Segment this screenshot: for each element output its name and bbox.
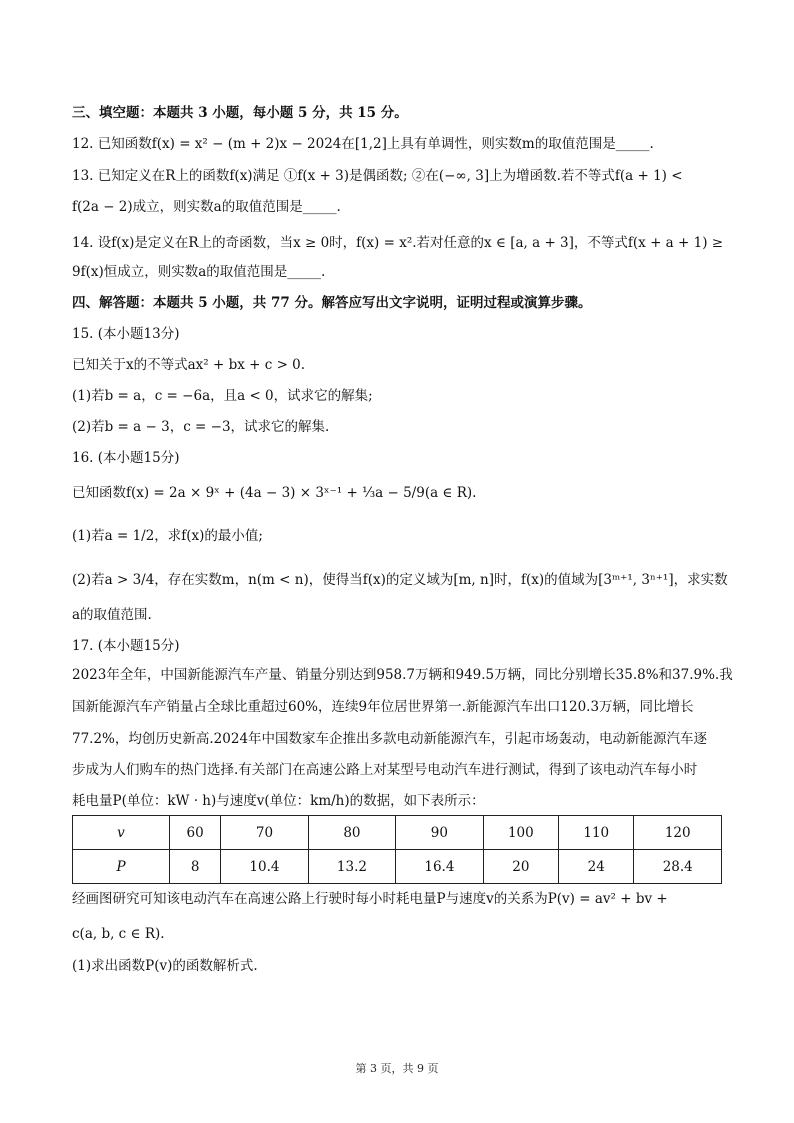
table-row-v <box>73 816 722 850</box>
question-17-para-line5: 耗电量P(单位：kW · h)与速度v(单位：km/h)的数据，如下表所示： <box>72 793 485 809</box>
question-15-title: 15. (本小题13分) <box>72 326 180 342</box>
table-cell: 90 <box>396 816 483 850</box>
question-13-line1: 13. 已知定义在R上的函数f(x)满足 ①f(x + 3)是偶函数; ②在(−∞, 3]上为增函数.若不等式f(a + 1) < <box>72 168 683 184</box>
question-15-stem: 已知关于x的不等式ax² + bx + c > 0. <box>72 357 306 373</box>
table-cell: 60 <box>170 816 221 850</box>
section4-heading: 四、解答题：本题共 5 小题，共 77 分。解答应写出文字说明，证明过程或演算步骤。 <box>72 295 592 311</box>
table-cell: 120 <box>634 816 722 850</box>
table-cell: 28.4 <box>634 850 722 884</box>
table-row-p <box>73 850 722 884</box>
page-footer: 第 3 页，共 9 页 <box>355 1062 439 1075</box>
question-15-part2: (2)若b = a − 3，c = −3，试求它的解集. <box>72 419 330 435</box>
question-16-part2-line2: a的取值范围. <box>72 607 152 623</box>
question-17-para-line4: 步成为人们购车的热门选择.有关部门在高速公路上对某型号电动汽车进行测试，得到了该电动汽车每小时 <box>72 762 698 778</box>
question-13-line2: f(2a − 2)成立，则实数a的取值范围是_____. <box>72 199 341 215</box>
question-17-para-line1: 2023年全年，中国新能源汽车产量、销量分别达到958.7万辆和949.5万辆，同比分别增长35.8%和37.9%.我 <box>72 667 733 683</box>
speed-power-table <box>72 815 722 884</box>
table-cell: 80 <box>308 816 395 850</box>
table-cell: 8 <box>170 850 221 884</box>
table-cell: 10.4 <box>221 850 308 884</box>
question-17-after-line1: 经画图研究可知该电动汽车在高速公路上行驶时每小时耗电量P与速度v的关系为P(v) = av² + bv + <box>72 891 668 907</box>
table-cell: 16.4 <box>396 850 483 884</box>
question-17-part1: (1)求出函数P(v)的函数解析式. <box>72 958 258 974</box>
table-head-v: v <box>73 816 170 850</box>
question-16-part2-line1: (2)若a > 3/4，存在实数m，n(m < n)，使得当f(x)的定义域为[m, n]时，f(x)的值域为[3ᵐ⁺¹, 3ⁿ⁺¹]，求实数 <box>72 572 728 588</box>
section3-heading: 三、填空题：本题共 3 小题，每小题 5 分，共 15 分。 <box>72 105 408 121</box>
question-16-stem: 已知函数f(x) = 2a × 9ˣ + (4a − 3) × 3ˣ⁻¹ + ⅓a − 5/9(a ∈ R). <box>72 485 477 501</box>
table-cell: 100 <box>483 816 558 850</box>
table-cell: 20 <box>483 850 558 884</box>
table-cell: 24 <box>559 850 634 884</box>
question-17-para-line2: 国新能源汽车产销量占全球比重超过60%，连续9年位居世界第一.新能源汽车出口120.3万辆，同比增长 <box>72 699 694 715</box>
table-cell: 70 <box>221 816 308 850</box>
question-14-line1: 14. 设f(x)是定义在R上的奇函数，当x ≥ 0时，f(x) = x².若对任意的x ∈ [a, a + 3]，不等式f(x + a + 1) ≥ <box>72 235 724 251</box>
question-17-after-line2: c(a, b, c ∈ R). <box>72 926 165 942</box>
question-16-part1: (1)若a = 1/2，求f(x)的最小值; <box>72 528 263 544</box>
table-cell: 110 <box>559 816 634 850</box>
table-head-p: P <box>73 850 170 884</box>
table-cell: 13.2 <box>308 850 395 884</box>
question-16-title: 16. (本小题15分) <box>72 450 180 466</box>
question-17-title: 17. (本小题15分) <box>72 638 180 654</box>
question-12: 12. 已知函数f(x) = x² − (m + 2)x − 2024在[1,2]上具有单调性，则实数m的取值范围是_____. <box>72 136 654 152</box>
question-17-para-line3: 77.2%，均创历史新高.2024年中国数家车企推出多款电动新能源汽车，引起市场轰动，电动新能源汽车逐 <box>72 731 708 747</box>
question-15-part1: (1)若b = a，c = −6a，且a < 0，试求它的解集; <box>72 388 373 404</box>
question-14-line2: 9f(x)恒成立，则实数a的取值范围是_____. <box>72 264 326 280</box>
